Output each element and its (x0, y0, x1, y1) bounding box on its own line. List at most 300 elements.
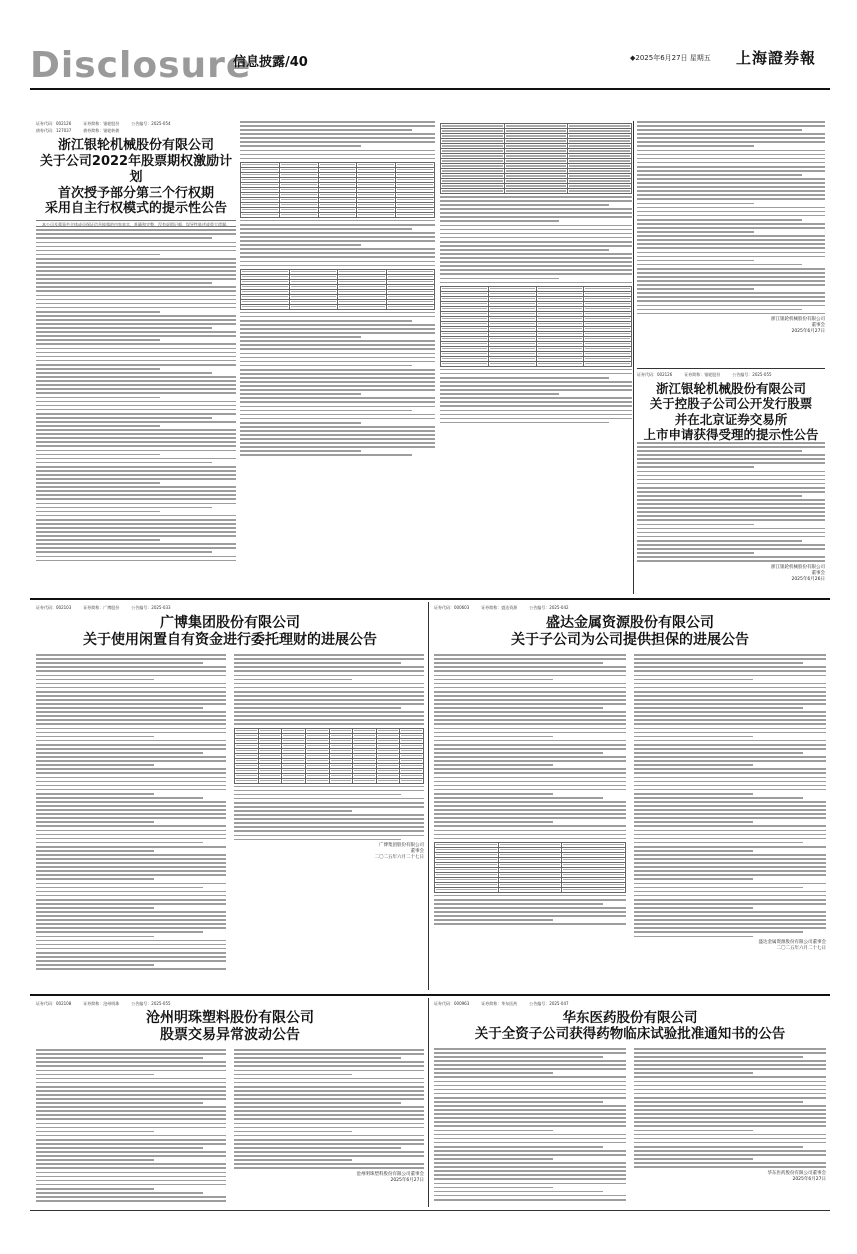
body-text-line (434, 683, 626, 685)
notice-signature: 沧州明珠塑料股份有限公司董事会 2025年6月27日 (356, 1172, 424, 1184)
body-text-line (234, 826, 424, 828)
body-text-line (36, 1127, 226, 1129)
body-text-line (36, 543, 236, 545)
body-text-line (637, 141, 825, 143)
body-text-line (240, 430, 435, 432)
table-cell (338, 304, 387, 309)
body-text-line (434, 707, 603, 709)
body-text-line (36, 842, 203, 844)
body-text-line (434, 768, 626, 770)
body-text-line (637, 227, 825, 229)
body-text-line (434, 675, 626, 677)
body-text-line (234, 1110, 424, 1112)
body-text-line (440, 261, 632, 263)
body-text-line (36, 719, 226, 721)
body-text-line (637, 198, 825, 200)
body-text-line (634, 760, 826, 762)
body-text-line (36, 441, 236, 443)
body-text-line (36, 421, 236, 423)
body-text-line (36, 715, 226, 717)
body-text-line (240, 261, 435, 263)
body-text-line (234, 1086, 424, 1088)
body-text-line (634, 1081, 826, 1083)
body-text-line (634, 842, 803, 844)
body-text-line (36, 360, 236, 362)
body-text-line (36, 883, 226, 885)
body-text-line (36, 511, 160, 513)
table-cell (376, 778, 400, 783)
body-text-line (440, 229, 632, 231)
body-text-line (36, 781, 226, 783)
body-text-line (637, 519, 825, 521)
table-row (241, 212, 435, 217)
body-text-line (36, 878, 154, 880)
body-text-line (434, 919, 553, 921)
body-text-line (634, 732, 826, 734)
body-text-line (36, 282, 212, 284)
body-text-line (634, 736, 753, 738)
body-text-line (434, 809, 626, 811)
body-text-line (434, 1174, 626, 1176)
body-text-line (637, 552, 754, 554)
body-text-line (36, 1090, 226, 1092)
body-text-line (36, 1065, 226, 1067)
body-text-line (240, 232, 435, 234)
body-text-line (36, 352, 236, 354)
body-text-line (637, 524, 754, 526)
body-text-line (234, 679, 352, 681)
body-text-line (36, 960, 226, 962)
body-text-line (36, 425, 160, 427)
body-text-line (234, 711, 424, 713)
body-text-line (440, 245, 632, 247)
body-text-line (634, 887, 803, 889)
body-text-line (634, 1101, 803, 1103)
body-text-line (634, 789, 826, 791)
body-text-line (240, 389, 435, 391)
notice-signature: 广博集团股份有限公司 董事会 二〇二五年六月二十七日 (374, 843, 424, 861)
body-text-line (36, 1061, 226, 1063)
body-text-line (36, 372, 212, 374)
body-text-line (36, 1086, 226, 1088)
body-text-line (440, 233, 632, 235)
table-row (241, 304, 435, 309)
body-text-line (36, 740, 226, 742)
body-text-line (637, 450, 802, 452)
body-table (440, 123, 632, 194)
table-cell (504, 189, 568, 194)
body-text-line (634, 1134, 826, 1136)
body-text-line (36, 744, 226, 746)
body-text-line (634, 1097, 826, 1099)
body-text-line (634, 772, 826, 774)
body-text-line (234, 695, 424, 697)
body-text-line (36, 262, 236, 264)
body-text-line (234, 1106, 424, 1108)
body-text-line (637, 499, 825, 501)
body-text-line (637, 528, 825, 530)
body-text-line (36, 723, 226, 725)
body-text-line (434, 923, 626, 925)
divider (428, 602, 429, 990)
body-text-line (634, 1085, 826, 1087)
body-text-line (434, 723, 626, 725)
body-text-line (234, 1082, 424, 1084)
body-text-line (634, 911, 826, 913)
body-text-line (434, 736, 553, 738)
body-text-line (36, 429, 236, 431)
notice-disclaimer: 本公司及董事会全体成员保证信息披露的内容真实、准确和完整，没有虚假记载、误导性陈述或重大遗漏。 (36, 220, 236, 227)
table-cell (279, 212, 318, 217)
body-text-line (36, 683, 226, 685)
body-text-line (637, 264, 802, 266)
body-text-line (36, 343, 236, 345)
body-text-line (634, 927, 826, 929)
body-text-line (240, 410, 412, 412)
body-text-line (234, 810, 352, 812)
body-text-line (36, 679, 154, 681)
body-text-line (234, 1114, 424, 1116)
table-cell (498, 887, 562, 892)
body-text-line (634, 748, 826, 750)
body-text-line (234, 1090, 424, 1092)
body-text-line (637, 507, 825, 509)
body-text-line (434, 899, 626, 901)
body-text-line (440, 200, 632, 202)
body-text-line (440, 369, 632, 371)
body-text-line (434, 1187, 553, 1189)
notice-signature: 浙江银轮机械股份有限公司 董事会 2025年6月27日 (771, 317, 825, 335)
body-text-line (234, 1070, 424, 1072)
body-text-line (637, 483, 825, 485)
body-text-line (36, 307, 236, 309)
body-text-line (434, 1191, 603, 1193)
divider (30, 598, 830, 600)
body-text-line (240, 344, 435, 346)
body-text-line (36, 658, 226, 660)
body-text-line (434, 1178, 626, 1180)
body-text-line (36, 339, 160, 341)
body-text-line (36, 233, 236, 235)
body-text-line (36, 1102, 203, 1104)
body-text-line (634, 1113, 826, 1115)
body-text-line (434, 1105, 626, 1107)
body-text-line (440, 393, 559, 395)
table-cell (488, 361, 536, 366)
body-text-line (36, 299, 236, 301)
body-text-line (234, 1057, 401, 1059)
body-text-line (637, 288, 754, 290)
body-text-line (434, 662, 603, 664)
body-text-line (36, 1163, 226, 1165)
body-text-line (434, 1048, 626, 1050)
body-text-line (440, 257, 632, 259)
newspaper-name: 上海證券報 (736, 49, 817, 67)
body-text-line (637, 133, 825, 135)
body-text-line (36, 405, 236, 407)
body-text-line (637, 158, 825, 160)
body-text-line (36, 1147, 203, 1149)
body-text-line (637, 239, 825, 241)
body-text-line (36, 417, 212, 419)
body-text-line (434, 699, 626, 701)
body-text-line (36, 703, 226, 705)
body-text-line (634, 936, 753, 938)
body-text-line (634, 1125, 826, 1127)
body-text-line (234, 790, 424, 792)
body-text-line (240, 454, 412, 456)
body-text-line (440, 241, 632, 243)
notice-body (36, 654, 226, 970)
body-text-line (36, 752, 203, 754)
body-text-line (36, 915, 226, 917)
body-text-line (634, 817, 826, 819)
body-text-line (36, 445, 236, 447)
table-cell (441, 189, 505, 194)
body-text-line (634, 1068, 826, 1070)
body-text-line (36, 1184, 226, 1186)
body-text-line (634, 830, 826, 832)
body-text-line (240, 369, 435, 371)
body-text-line (240, 141, 435, 143)
notice-title: 广博集团股份有限公司 关于使用闲置自有资金进行委托理财的进展公告 (83, 615, 377, 649)
body-text-line (634, 711, 826, 713)
body-text-line (634, 703, 826, 705)
body-text-line (634, 666, 826, 668)
body-text-line (440, 216, 632, 218)
body-text-line (36, 1192, 203, 1194)
body-text-line (634, 781, 826, 783)
body-text-line (36, 458, 236, 460)
body-text-line (36, 551, 212, 553)
body-text-line (434, 1068, 626, 1070)
table-cell (318, 212, 357, 217)
body-text-line (634, 764, 753, 766)
body-text-line (637, 284, 825, 286)
body-text-line (240, 316, 435, 318)
body-text-line (36, 687, 226, 689)
body-text-line (234, 1078, 424, 1080)
body-text-line (36, 397, 160, 399)
body-text-line (434, 1138, 626, 1140)
body-text-line (634, 756, 826, 758)
body-text-line (240, 256, 435, 258)
body-text-line (36, 254, 160, 256)
body-text-line (440, 196, 632, 198)
body-text-line (637, 203, 754, 205)
table-row (441, 361, 632, 366)
body-text-line (434, 1072, 553, 1074)
body-text-line (36, 968, 226, 970)
body-text-line (637, 129, 802, 131)
body-text-line (36, 748, 226, 750)
body-text-line (240, 244, 361, 246)
body-text-line (634, 1138, 826, 1140)
body-text-line (234, 675, 424, 677)
body-text-line (434, 1158, 553, 1160)
body-text-line (234, 1102, 401, 1104)
body-text-line (434, 781, 626, 783)
body-text-line (36, 760, 226, 762)
body-text-line (240, 133, 435, 135)
body-text-line (634, 903, 826, 905)
body-text-line (637, 194, 825, 196)
body-text-line (434, 1183, 626, 1185)
body-text-line (637, 548, 825, 550)
body-text-line (36, 923, 226, 925)
body-text-line (434, 728, 626, 730)
body-text-line (36, 1049, 226, 1051)
body-text-line (637, 462, 825, 464)
body-text-line (240, 125, 435, 127)
body-text-line (240, 324, 435, 326)
body-text-line (234, 1074, 352, 1076)
body-table (240, 162, 435, 218)
body-text-line (36, 384, 236, 386)
table-cell (329, 778, 353, 783)
body-text-line (440, 225, 632, 227)
body-text-line (240, 224, 435, 226)
body-text-line (234, 1135, 424, 1137)
body-table (440, 286, 632, 367)
body-text-line (434, 895, 626, 897)
body-text-line (234, 822, 424, 824)
body-text-line (637, 211, 825, 213)
body-text-line (36, 1200, 226, 1202)
body-text-line (634, 878, 753, 880)
body-text-line (240, 414, 435, 416)
body-text-line (637, 170, 825, 172)
body-table (240, 269, 435, 310)
body-text-line (634, 1076, 826, 1078)
body-text-line (240, 236, 435, 238)
body-text-line (36, 535, 236, 537)
body-text-line (634, 858, 826, 860)
body-text-line (434, 1150, 626, 1152)
body-text-line (634, 1089, 826, 1091)
body-text-line (434, 1166, 626, 1168)
body-text-line (434, 1081, 626, 1083)
body-text-line (434, 703, 626, 705)
body-text-line (634, 801, 826, 803)
body-text-line (634, 1130, 753, 1132)
body-text-line (634, 931, 803, 933)
body-text-line (637, 491, 825, 493)
body-text-line (240, 154, 435, 156)
body-text-line (634, 838, 826, 840)
body-text-line (434, 744, 626, 746)
divider (633, 121, 634, 594)
table-cell (441, 361, 489, 366)
body-text-line (634, 821, 753, 823)
body-text-line (637, 495, 802, 497)
body-text-line (234, 1167, 424, 1169)
body-text-line (36, 466, 236, 468)
notice-title: 华东医药股份有限公司 关于全资子公司获得药物临床试验批准通知书的公告 (474, 1010, 786, 1043)
body-text-line (36, 250, 236, 252)
body-text-line (36, 919, 226, 921)
body-text-line (637, 280, 825, 282)
body-text-line (440, 377, 609, 379)
body-text-line (434, 740, 626, 742)
body-text-line (36, 229, 236, 231)
body-text-line (637, 479, 825, 481)
body-text-line (36, 1196, 226, 1198)
body-text-line (36, 364, 236, 366)
body-text-line (36, 1139, 226, 1141)
body-text-line (634, 805, 826, 807)
body-text-line (240, 406, 435, 408)
body-text-line (36, 793, 154, 795)
body-text-line (36, 327, 212, 329)
body-text-line (637, 162, 825, 164)
body-text-line (634, 699, 826, 701)
body-text-line (36, 891, 226, 893)
body-text-line (36, 470, 236, 472)
body-text-line (634, 1117, 826, 1119)
body-text-line (234, 1118, 424, 1120)
body-text-line (240, 121, 435, 123)
body-text-line (36, 437, 236, 439)
body-text-line (434, 1101, 603, 1103)
body-text-line (36, 654, 226, 656)
body-text-line (36, 1057, 203, 1059)
body-text-line (36, 380, 236, 382)
body-text-line (634, 907, 753, 909)
body-text-line (36, 887, 203, 889)
body-text-line (637, 125, 825, 127)
body-text-line (637, 252, 825, 254)
body-text-line (36, 295, 236, 297)
notice-title: 浙江银轮机械股份有限公司 关于公司2022年股票期权激励计划 首次授予部分第三个行权期 采用自主行权模式的提示性公告 (39, 138, 233, 217)
body-text-line (36, 454, 160, 456)
body-text-line (634, 658, 826, 660)
body-text-line (634, 675, 826, 677)
body-text-line (434, 1162, 626, 1164)
body-text-line (434, 715, 626, 717)
body-text-line (634, 723, 826, 725)
body-text-line (36, 1098, 226, 1100)
body-text-line (36, 1082, 226, 1084)
body-text-line (234, 1143, 424, 1145)
brand-wordmark: Disclosure (30, 45, 252, 86)
body-text-line (634, 1052, 826, 1054)
body-text-line (234, 719, 424, 721)
notice-body (36, 229, 236, 561)
body-text-line (36, 695, 226, 697)
body-text-line (234, 654, 424, 656)
body-text-line (234, 1098, 424, 1100)
body-text-line (36, 1188, 154, 1190)
body-text-line (36, 911, 226, 913)
body-text-line (634, 1093, 826, 1095)
body-text-line (434, 1146, 603, 1148)
body-text-line (434, 1195, 626, 1197)
body-text-line (36, 1110, 226, 1112)
body-text-line (434, 764, 553, 766)
body-text-line (36, 368, 160, 370)
body-text-line (234, 707, 401, 709)
body-text-line (634, 777, 826, 779)
body-text-line (637, 190, 825, 192)
table-row (435, 887, 626, 892)
body-text-line (637, 503, 825, 505)
body-text-line (637, 454, 825, 456)
notice-yinlun-incentive-col2 (240, 121, 435, 591)
body-text-line (36, 376, 236, 378)
body-text-line (440, 282, 632, 284)
body-text-line (240, 353, 435, 355)
